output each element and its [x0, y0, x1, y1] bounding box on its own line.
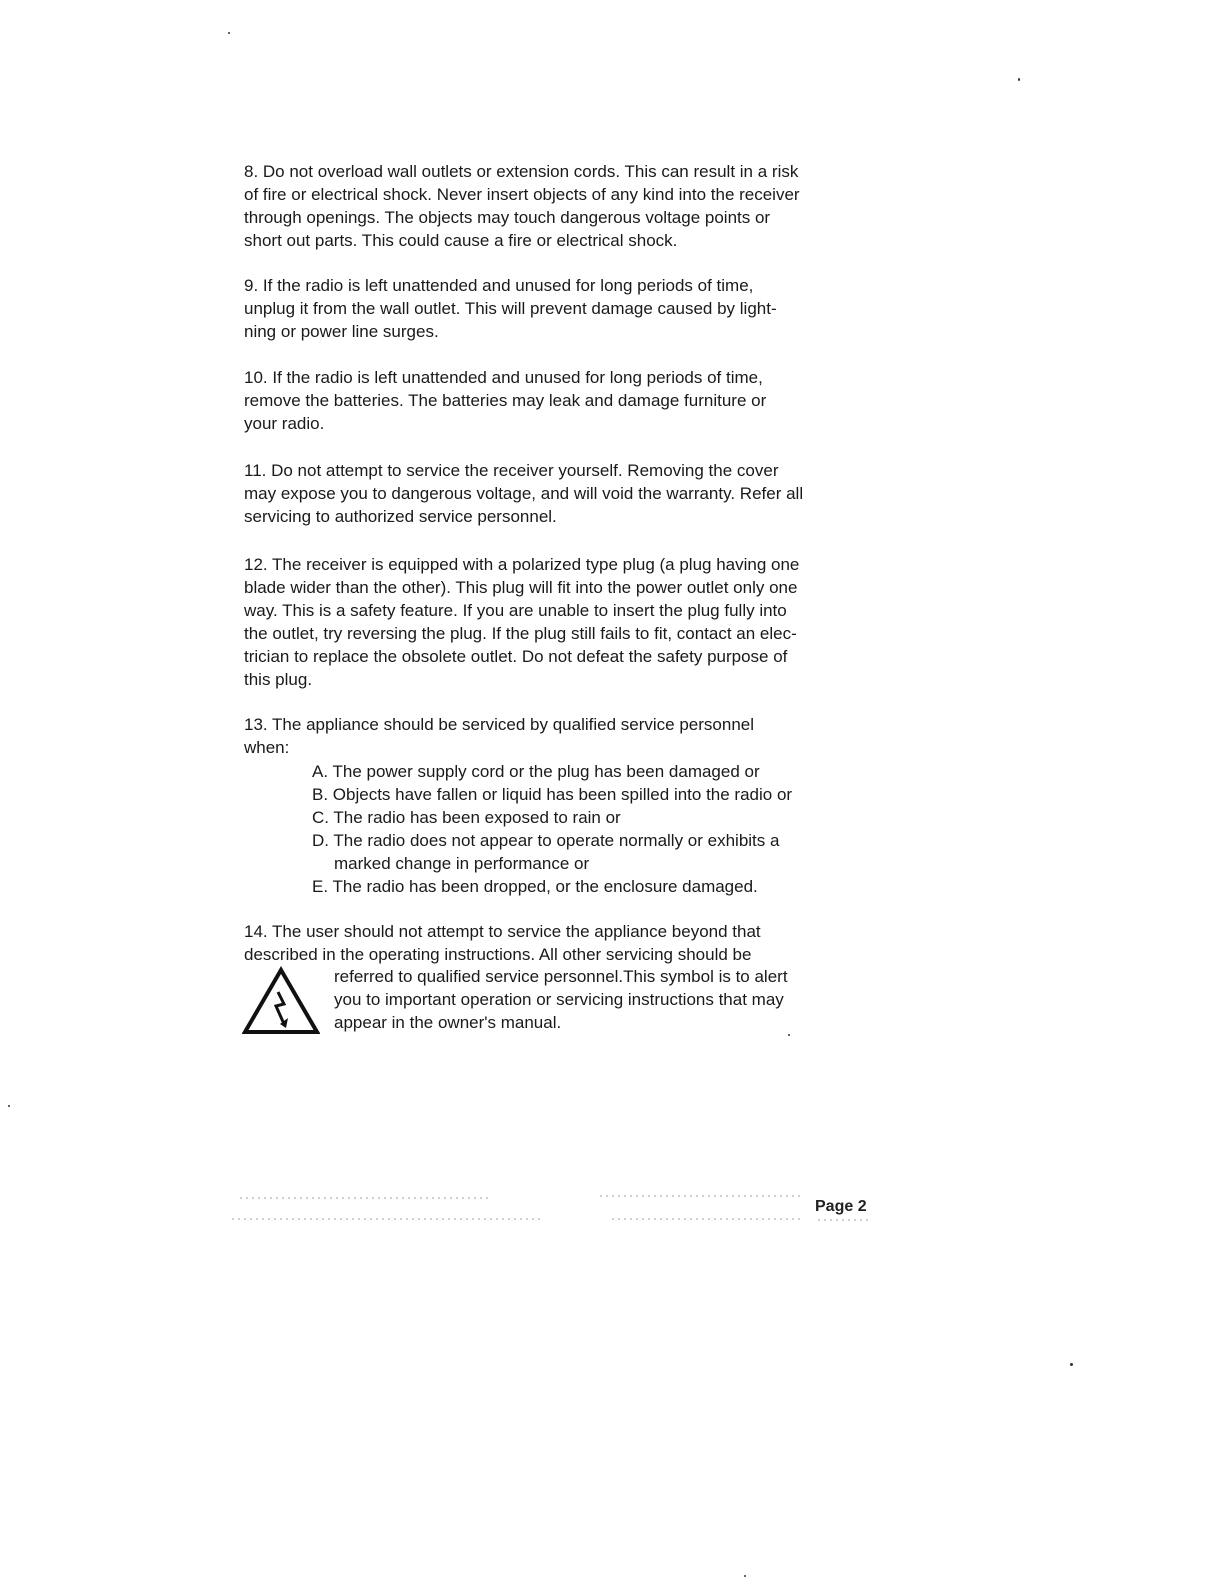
- condition-d: D. The radio does not appear to operate normally or exhibits a: [312, 831, 780, 850]
- item-8-line: short out parts. This could cause a fire or electrical shock.: [244, 231, 678, 250]
- lightning-warning-triangle-icon: [242, 966, 320, 1036]
- condition-c: C. The radio has been exposed to rain or: [312, 808, 621, 827]
- item-14-line: described in the operating instructions. All other servicing should be: [244, 945, 752, 964]
- item-10: [244, 366, 904, 435]
- item-9-line: 9. If the radio is left unattended and unused for long periods of time,: [244, 276, 754, 295]
- item-11-line: servicing to authorized service personnel.: [244, 507, 557, 526]
- item-11: [244, 459, 904, 528]
- item-8-line: through openings. The objects may touch dangerous voltage points or: [244, 208, 771, 227]
- item-14-warning-text: [334, 965, 894, 1034]
- item-14-warning-line: referred to qualified service personnel.This symbol is to alert: [334, 967, 788, 986]
- footer-scan-noise: [600, 1195, 800, 1197]
- item-14-warning-line: you to important operation or servicing instructions that may: [334, 990, 784, 1009]
- condition-e: E. The radio has been dropped, or the enclosure damaged.: [312, 877, 758, 896]
- scan-speck: [788, 1034, 790, 1036]
- scan-speck: [228, 32, 230, 34]
- item-13-conditions-list: [312, 760, 902, 898]
- item-8-line: of fire or electrical shock. Never insert objects of any kind into the receiver: [244, 185, 800, 204]
- page-number: Page 2: [815, 1198, 867, 1215]
- item-12: [244, 553, 904, 691]
- item-13: [244, 713, 904, 759]
- item-10-line: 10. If the radio is left unattended and unused for long periods of time,: [244, 368, 763, 387]
- scan-speck: [744, 1575, 746, 1577]
- item-9: [244, 274, 904, 343]
- item-11-line: 11. Do not attempt to service the receiver yourself. Removing the cover: [244, 461, 779, 480]
- footer-scan-noise: [818, 1219, 870, 1221]
- item-14-line: 14. The user should not attempt to service the appliance beyond that: [244, 922, 761, 941]
- scan-speck: [8, 1105, 10, 1107]
- item-10-line: your radio.: [244, 414, 325, 433]
- item-12-line: 12. The receiver is equipped with a polarized type plug (a plug having one: [244, 555, 800, 574]
- item-8-line: 8. Do not overload wall outlets or extension cords. This can result in a risk: [244, 162, 799, 181]
- item-12-line: the outlet, try reversing the plug. If the plug still fails to fit, contact an elec-: [244, 624, 797, 643]
- footer-scan-noise: [612, 1218, 802, 1220]
- item-12-line: this plug.: [244, 670, 313, 689]
- scan-speck: [1070, 1363, 1073, 1366]
- item-9-line: unplug it from the wall outlet. This will prevent damage caused by light-: [244, 299, 777, 318]
- item-8: [244, 160, 904, 252]
- item-12-line: trician to replace the obsolete outlet. Do not defeat the safety purpose of: [244, 647, 788, 666]
- condition-d-continued: marked change in performance or: [334, 854, 590, 873]
- footer-scan-noise: [232, 1218, 542, 1220]
- item-9-line: ning or power line surges.: [244, 322, 439, 341]
- condition-a: A. The power supply cord or the plug has been damaged or: [312, 762, 760, 781]
- item-11-line: may expose you to dangerous voltage, and will void the warranty. Refer all: [244, 484, 804, 503]
- item-12-line: way. This is a safety feature. If you are unable to insert the plug fully into: [244, 601, 787, 620]
- condition-b: B. Objects have fallen or liquid has been spilled into the radio or: [312, 785, 793, 804]
- item-12-line: blade wider than the other). This plug will fit into the power outlet only one: [244, 578, 798, 597]
- footer-scan-noise: [240, 1197, 490, 1199]
- item-14: [244, 920, 904, 966]
- item-13-line: when:: [244, 738, 290, 757]
- item-14-warning-line: appear in the owner's manual.: [334, 1013, 562, 1032]
- item-13-line: 13. The appliance should be serviced by qualified service personnel: [244, 715, 755, 734]
- scan-speck: [1018, 78, 1020, 81]
- item-10-line: remove the batteries. The batteries may leak and damage furniture or: [244, 391, 767, 410]
